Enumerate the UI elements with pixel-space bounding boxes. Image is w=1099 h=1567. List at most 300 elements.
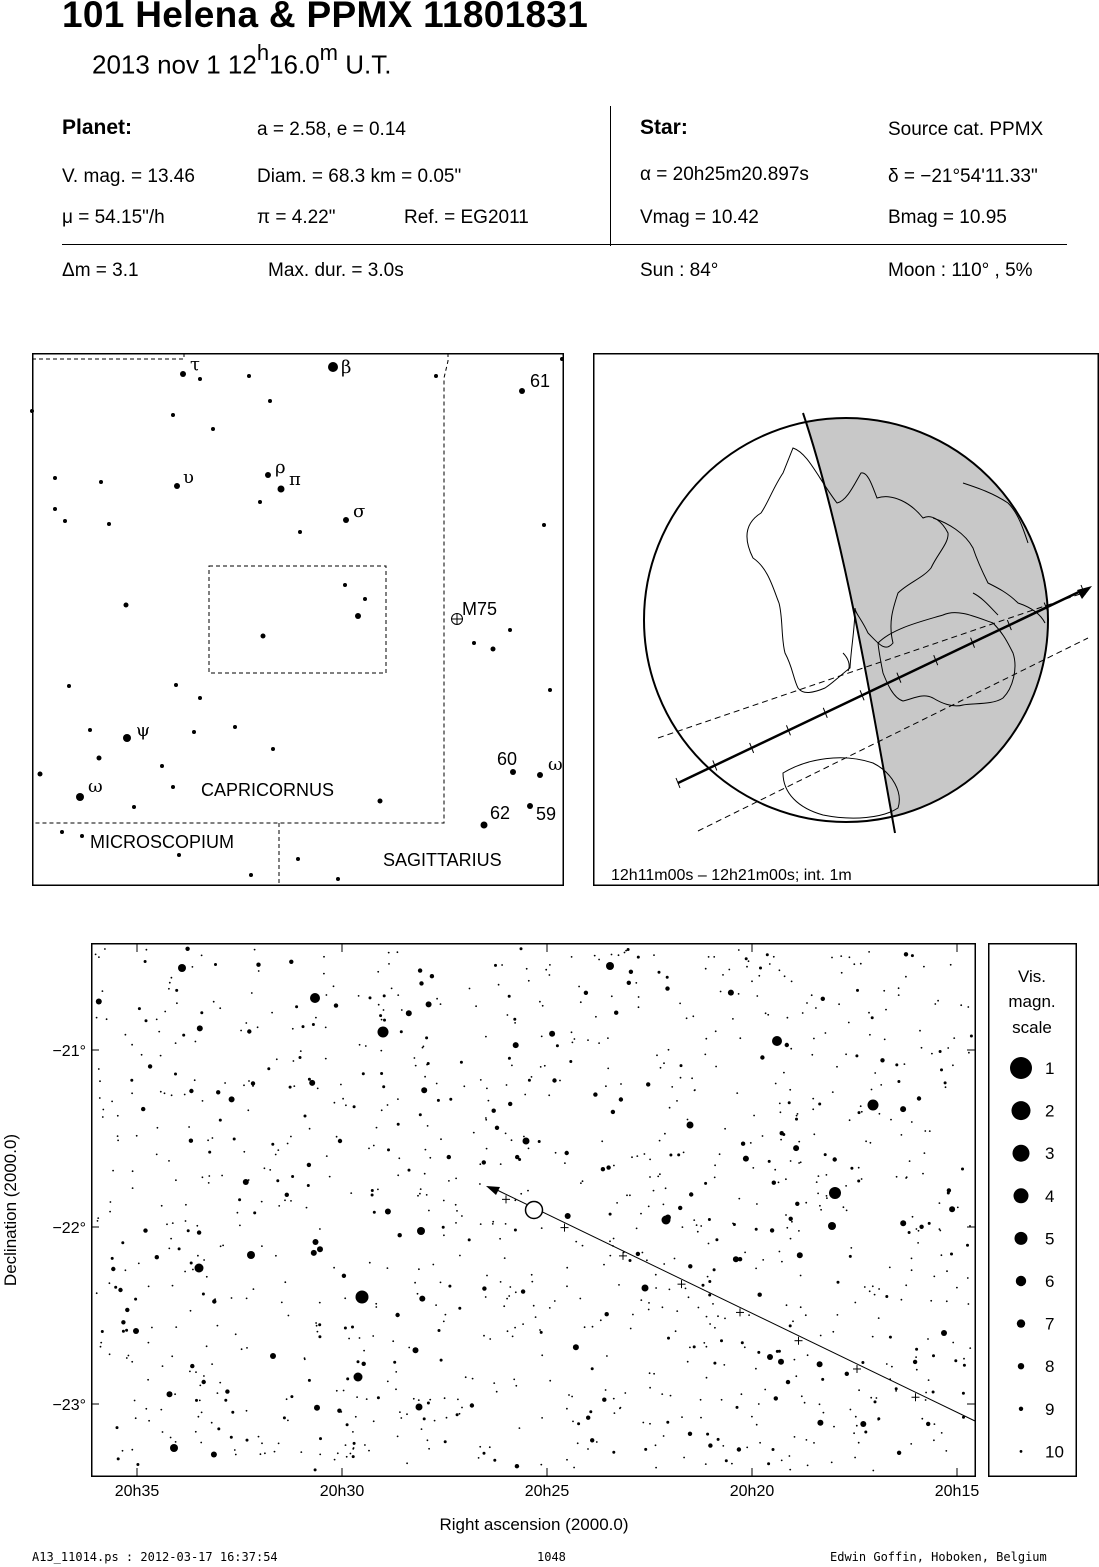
field-star bbox=[214, 1298, 216, 1300]
star-dot bbox=[278, 486, 285, 493]
field-star bbox=[813, 1038, 815, 1040]
field-star bbox=[243, 1179, 249, 1185]
field-star bbox=[883, 990, 885, 992]
field-star bbox=[436, 998, 438, 1000]
field-star bbox=[138, 1263, 140, 1265]
field-star bbox=[214, 963, 217, 966]
field-star bbox=[552, 1078, 556, 1082]
field-star bbox=[528, 980, 530, 982]
field-star bbox=[918, 1230, 920, 1232]
field-star bbox=[540, 1464, 542, 1466]
field-star bbox=[687, 1119, 689, 1121]
field-star bbox=[549, 974, 551, 976]
field-star bbox=[759, 967, 762, 970]
field-star bbox=[807, 1354, 809, 1356]
field-star bbox=[189, 1139, 193, 1143]
field-star bbox=[286, 1398, 288, 1400]
field-star bbox=[659, 1173, 661, 1175]
field-star bbox=[275, 1154, 277, 1156]
field-star bbox=[314, 1405, 320, 1411]
bright-star bbox=[195, 1264, 204, 1273]
legend-dot bbox=[1013, 1145, 1030, 1162]
field-star bbox=[406, 1413, 408, 1415]
field-star bbox=[947, 1188, 951, 1192]
field-star bbox=[455, 1178, 457, 1180]
field-star bbox=[382, 1085, 385, 1088]
field-star bbox=[762, 1135, 764, 1137]
field-star bbox=[818, 1103, 821, 1106]
field-star bbox=[202, 1293, 205, 1296]
legend-title: magn. bbox=[1008, 992, 1056, 1011]
field-star bbox=[821, 997, 825, 1001]
field-star bbox=[941, 1254, 943, 1256]
field-star bbox=[290, 1200, 292, 1202]
field-star bbox=[855, 1416, 857, 1418]
field-star bbox=[528, 1079, 531, 1082]
field-star bbox=[348, 1338, 350, 1340]
field-star bbox=[300, 1050, 302, 1052]
field-star bbox=[283, 1416, 286, 1419]
field-star bbox=[346, 1377, 349, 1380]
field-star bbox=[755, 1368, 757, 1370]
field-star bbox=[714, 1177, 716, 1179]
field-star bbox=[132, 1187, 134, 1189]
field-star bbox=[509, 1286, 511, 1288]
field-star bbox=[720, 991, 722, 993]
field-star bbox=[446, 1417, 448, 1419]
field-star bbox=[950, 1253, 953, 1256]
field-star bbox=[870, 1142, 872, 1144]
star-dot bbox=[560, 357, 564, 361]
star-dot bbox=[481, 822, 488, 829]
field-star bbox=[678, 1206, 682, 1210]
field-star bbox=[470, 1403, 474, 1407]
field-star bbox=[445, 1314, 447, 1316]
field-star bbox=[319, 1454, 321, 1456]
field-star bbox=[207, 1139, 209, 1141]
field-star bbox=[307, 1163, 311, 1167]
field-star bbox=[472, 1378, 474, 1380]
field-star bbox=[848, 1022, 850, 1024]
star-dot bbox=[53, 507, 57, 511]
field-star bbox=[646, 1082, 650, 1086]
field-star bbox=[850, 1409, 852, 1411]
field-star bbox=[919, 1225, 923, 1229]
field-star bbox=[957, 1207, 959, 1209]
field-star bbox=[677, 1153, 680, 1156]
field-star bbox=[377, 971, 379, 973]
field-star bbox=[861, 1111, 863, 1113]
bright-star bbox=[417, 1227, 425, 1235]
field-star bbox=[482, 1160, 486, 1164]
field-star bbox=[868, 951, 870, 953]
field-star bbox=[688, 1264, 692, 1268]
field-star bbox=[790, 1238, 792, 1240]
field-star bbox=[195, 1041, 197, 1043]
field-star bbox=[357, 1360, 360, 1363]
field-star bbox=[189, 1371, 191, 1373]
field-star bbox=[264, 1167, 266, 1169]
field-star bbox=[342, 1274, 346, 1278]
star-dot bbox=[472, 641, 476, 645]
field-star bbox=[596, 1441, 598, 1443]
field-star bbox=[493, 1382, 495, 1384]
field-star bbox=[856, 989, 859, 992]
field-star bbox=[369, 1262, 371, 1264]
field-star bbox=[855, 1054, 858, 1057]
field-star bbox=[285, 1193, 289, 1197]
field-star bbox=[626, 1194, 628, 1196]
field-star bbox=[246, 1439, 249, 1442]
field-star bbox=[144, 960, 147, 963]
field-star bbox=[325, 1058, 327, 1060]
field-star bbox=[110, 1201, 112, 1203]
field-star bbox=[126, 1357, 128, 1359]
field-star bbox=[463, 1085, 465, 1087]
field-star bbox=[706, 1377, 708, 1379]
star-dot bbox=[107, 522, 111, 526]
field-star bbox=[492, 1223, 494, 1225]
field-star bbox=[424, 1173, 426, 1175]
field-star bbox=[413, 1398, 415, 1400]
field-star bbox=[539, 1001, 541, 1003]
field-star bbox=[904, 1063, 906, 1065]
field-star bbox=[185, 1204, 187, 1206]
field-star bbox=[489, 1446, 491, 1448]
field-star bbox=[609, 1213, 612, 1216]
field-star bbox=[613, 1238, 615, 1240]
field-star bbox=[401, 1009, 403, 1011]
field-star bbox=[850, 1167, 853, 1170]
field-star bbox=[513, 1018, 516, 1021]
field-star bbox=[308, 1078, 311, 1081]
field-star bbox=[961, 1168, 964, 1171]
star-dot bbox=[53, 476, 57, 480]
field-star bbox=[640, 1213, 642, 1215]
field-star bbox=[319, 1437, 322, 1440]
field-star bbox=[95, 954, 97, 956]
field-star bbox=[501, 964, 503, 966]
field-star bbox=[508, 1295, 510, 1297]
date-text: 2013 nov 1 12 bbox=[92, 49, 257, 80]
field-star bbox=[945, 1086, 947, 1088]
bright-star bbox=[772, 1036, 782, 1046]
bright-star bbox=[310, 993, 320, 1003]
field-star bbox=[929, 1130, 931, 1132]
field-star bbox=[109, 1353, 111, 1355]
field-star bbox=[400, 1417, 402, 1419]
x-tick-label: 20h25 bbox=[524, 1483, 570, 1500]
field-star bbox=[486, 1148, 488, 1150]
field-star bbox=[444, 1397, 446, 1399]
field-star bbox=[146, 949, 148, 951]
field-star bbox=[219, 1119, 222, 1122]
footer-author: Edwin Goffin, Hoboken, Belgium bbox=[830, 1550, 1047, 1564]
field-star bbox=[315, 1322, 317, 1324]
field-star bbox=[194, 1079, 196, 1081]
field-star bbox=[112, 1170, 114, 1172]
field-star bbox=[427, 1402, 430, 1405]
field-star bbox=[569, 1060, 572, 1063]
field-star bbox=[519, 1427, 521, 1429]
field-star bbox=[533, 1305, 535, 1307]
ut-text: U.T. bbox=[338, 49, 392, 80]
star-source: Source cat. PPMX bbox=[888, 119, 1044, 140]
field-star bbox=[666, 1421, 669, 1424]
x-tick-label: 20h15 bbox=[934, 1483, 980, 1500]
field-star bbox=[624, 952, 626, 954]
constellation-label: MICROSCOPIUM bbox=[90, 832, 234, 852]
field-star bbox=[963, 1364, 966, 1367]
field-star bbox=[798, 1162, 800, 1164]
field-star bbox=[221, 1175, 223, 1177]
field-star bbox=[148, 1286, 150, 1288]
field-star bbox=[817, 1361, 823, 1367]
legend-dot bbox=[1012, 1101, 1031, 1120]
field-star bbox=[806, 1439, 808, 1441]
field-star bbox=[816, 1181, 818, 1183]
field-star bbox=[408, 1169, 411, 1172]
field-star bbox=[901, 1299, 903, 1301]
star-label: τ bbox=[190, 354, 200, 375]
footer-number: 1048 bbox=[537, 1550, 566, 1564]
field-star bbox=[458, 1307, 461, 1310]
field-star bbox=[217, 1325, 219, 1327]
field-star bbox=[836, 1066, 838, 1068]
field-star bbox=[164, 1011, 166, 1013]
field-star bbox=[559, 1080, 561, 1082]
field-star bbox=[869, 1034, 871, 1036]
x-axis-label: Right ascension (2000.0) bbox=[439, 1515, 629, 1534]
field-star bbox=[905, 976, 907, 978]
field-star bbox=[106, 1018, 108, 1020]
field-star bbox=[895, 1390, 897, 1392]
field-star bbox=[947, 1047, 949, 1049]
field-star bbox=[668, 1049, 670, 1051]
field-star bbox=[709, 1323, 711, 1325]
field-star bbox=[258, 970, 260, 972]
field-star bbox=[274, 1451, 276, 1453]
star-dot bbox=[258, 500, 262, 504]
field-star bbox=[649, 1423, 651, 1425]
field-star bbox=[507, 1014, 509, 1016]
field-star bbox=[121, 1320, 125, 1324]
minute-text: 16.0 bbox=[269, 49, 320, 80]
field-star bbox=[440, 1282, 442, 1284]
field-star bbox=[362, 1362, 366, 1366]
field-star bbox=[98, 956, 100, 958]
bright-star bbox=[606, 962, 614, 970]
field-star bbox=[911, 1121, 913, 1123]
field-star bbox=[601, 1140, 603, 1142]
field-star bbox=[196, 1225, 198, 1227]
field-star bbox=[788, 1101, 791, 1104]
field-star bbox=[618, 954, 620, 956]
field-star bbox=[757, 1351, 760, 1354]
field-star bbox=[900, 1106, 906, 1112]
field-star bbox=[685, 1288, 687, 1290]
field-star bbox=[408, 1347, 410, 1349]
field-star bbox=[277, 1149, 279, 1151]
field-star bbox=[796, 1115, 798, 1117]
field-star bbox=[425, 1036, 428, 1039]
field-star bbox=[520, 1193, 522, 1195]
field-star bbox=[241, 1348, 243, 1350]
field-star bbox=[944, 1081, 947, 1084]
field-star bbox=[874, 1294, 876, 1296]
field-star bbox=[419, 1296, 425, 1302]
field-star bbox=[258, 1436, 260, 1438]
field-star bbox=[380, 1072, 383, 1075]
field-star bbox=[371, 1189, 374, 1192]
field-star bbox=[755, 1228, 758, 1231]
field-star bbox=[644, 1448, 647, 1451]
field-star bbox=[284, 1199, 286, 1201]
field-star bbox=[522, 1323, 524, 1325]
field-star bbox=[708, 1294, 711, 1297]
field-star bbox=[911, 1269, 913, 1271]
field-star bbox=[383, 1009, 385, 1011]
field-star bbox=[507, 1330, 509, 1332]
field-star bbox=[356, 1396, 358, 1398]
field-star bbox=[767, 1014, 769, 1016]
field-star bbox=[478, 1457, 480, 1459]
field-star bbox=[421, 1428, 423, 1430]
field-star bbox=[369, 996, 372, 999]
field-star bbox=[700, 1225, 702, 1227]
field-star bbox=[746, 1447, 748, 1449]
field-star bbox=[469, 988, 471, 990]
star-dot bbox=[198, 696, 202, 700]
field-star bbox=[587, 1039, 589, 1041]
field-star bbox=[251, 1081, 255, 1085]
field-star bbox=[908, 1231, 911, 1234]
field-star bbox=[911, 954, 914, 957]
field-star bbox=[767, 1462, 770, 1465]
field-star bbox=[317, 1088, 319, 1090]
field-star bbox=[671, 1086, 673, 1088]
field-star bbox=[202, 1380, 206, 1384]
field-star bbox=[692, 1015, 694, 1017]
field-star bbox=[779, 969, 781, 971]
field-star bbox=[720, 1339, 723, 1342]
legend-label: 1 bbox=[1045, 1059, 1055, 1078]
field-star bbox=[573, 1344, 579, 1350]
field-star bbox=[795, 1375, 797, 1377]
field-star bbox=[343, 1390, 345, 1392]
field-star bbox=[713, 1268, 716, 1271]
field-star bbox=[392, 1340, 394, 1342]
field-star bbox=[925, 1399, 927, 1401]
field-star bbox=[514, 1327, 516, 1329]
field-star bbox=[427, 1125, 429, 1127]
field-star bbox=[304, 1115, 307, 1118]
field-star bbox=[506, 1298, 508, 1300]
field-star bbox=[786, 1380, 790, 1384]
field-star bbox=[544, 1065, 546, 1067]
field-star bbox=[916, 1228, 918, 1230]
field-star bbox=[924, 1130, 926, 1132]
field-star bbox=[99, 1080, 101, 1082]
field-star bbox=[358, 995, 360, 997]
field-star bbox=[184, 1271, 186, 1273]
field-star bbox=[765, 1012, 767, 1014]
field-star bbox=[837, 1281, 840, 1284]
legend-dot bbox=[1018, 1363, 1024, 1369]
field-star bbox=[853, 1432, 855, 1434]
field-star bbox=[233, 1138, 236, 1141]
field-star bbox=[934, 1003, 936, 1005]
planet-orbit: a = 2.58, e = 0.14 bbox=[257, 119, 406, 140]
field-star bbox=[414, 1282, 416, 1284]
planet-diam: Diam. = 68.3 km = 0.05" bbox=[257, 166, 462, 187]
field-star bbox=[669, 1289, 671, 1291]
field-star bbox=[415, 1065, 417, 1067]
field-star bbox=[261, 1201, 263, 1203]
field-star bbox=[288, 1315, 290, 1317]
field-star bbox=[269, 1169, 271, 1171]
field-star bbox=[772, 1181, 776, 1185]
field-star bbox=[479, 1446, 481, 1448]
field-star bbox=[345, 1444, 347, 1446]
bright-star bbox=[828, 1222, 836, 1230]
star-dot bbox=[328, 362, 338, 372]
field-star bbox=[461, 1215, 463, 1217]
globe-caption: 12h11m00s – 12h21m00s; int. 1m bbox=[611, 867, 852, 884]
field-star bbox=[397, 1123, 400, 1126]
field-star bbox=[375, 1306, 377, 1308]
field-star bbox=[429, 1399, 431, 1401]
field-star bbox=[148, 1420, 150, 1422]
field-star bbox=[642, 1252, 644, 1254]
field-star bbox=[235, 1333, 237, 1335]
field-star bbox=[156, 1154, 158, 1156]
field-star bbox=[590, 1438, 594, 1442]
field-star bbox=[188, 1126, 190, 1128]
field-star bbox=[871, 1016, 874, 1019]
star-dot bbox=[249, 873, 253, 877]
bright-star bbox=[767, 1354, 773, 1360]
star-dot bbox=[261, 634, 266, 639]
field-star bbox=[260, 1453, 262, 1455]
field-star bbox=[713, 1362, 716, 1365]
field-star bbox=[874, 1400, 877, 1403]
field-star bbox=[217, 1427, 220, 1430]
field-star bbox=[648, 1309, 650, 1311]
field-star bbox=[572, 1042, 574, 1044]
field-star bbox=[939, 1202, 941, 1204]
field-star bbox=[748, 960, 750, 962]
field-star bbox=[132, 1170, 134, 1172]
table-divider bbox=[610, 106, 611, 246]
field-star bbox=[524, 1094, 526, 1096]
field-star bbox=[503, 1305, 505, 1307]
field-star bbox=[222, 1245, 224, 1247]
field-star bbox=[953, 1037, 955, 1039]
field-star bbox=[309, 1080, 315, 1086]
field-star bbox=[231, 1411, 234, 1414]
field-star bbox=[206, 1276, 208, 1278]
star-dot bbox=[60, 830, 64, 834]
field-star bbox=[134, 1298, 137, 1301]
field-star bbox=[789, 1455, 791, 1457]
field-star bbox=[924, 1152, 926, 1154]
field-star bbox=[869, 1290, 871, 1292]
field-star bbox=[455, 1204, 457, 1206]
field-star bbox=[694, 1089, 696, 1091]
field-star bbox=[511, 1065, 513, 1067]
field-star bbox=[418, 1399, 420, 1401]
